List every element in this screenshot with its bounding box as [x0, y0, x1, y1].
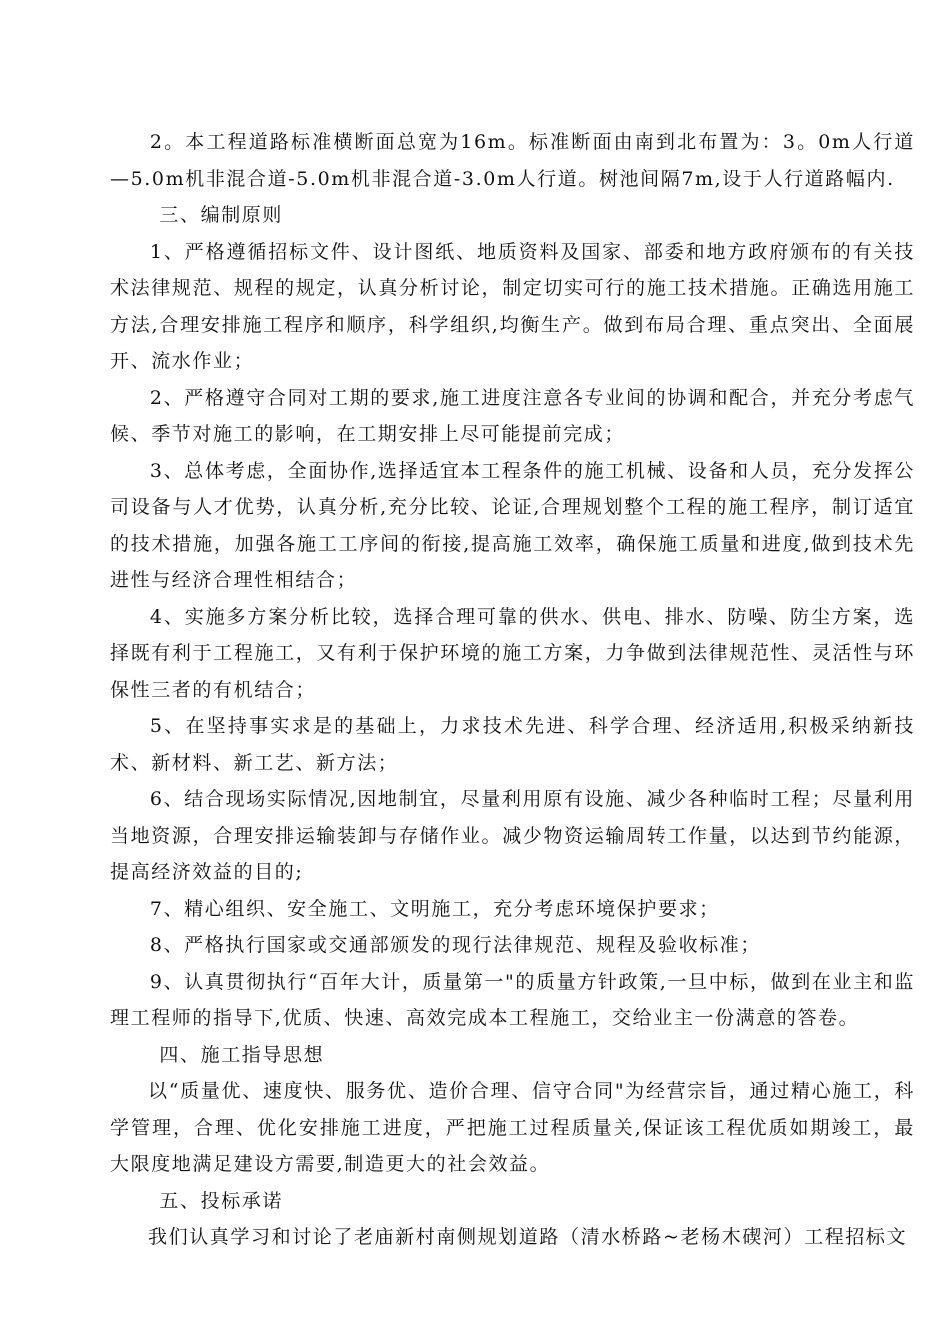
section-heading-bid-commitment: 五、投标承诺	[159, 1189, 283, 1212]
paragraph-principle-7: 7、精心组织、安全施工、文明施工，充分考虑环境保护要求；	[149, 897, 720, 920]
paragraph-road-cross-section: 2。本工程道路标准横断面总宽为16m。标准断面由南到北布置为：3。0m人行道—5.0m机非混合道-5.0m机非混合道-3.0m人行道。树池间隔7m,设于人行道路幅内.	[110, 131, 915, 190]
paragraph-principle-3: 3、总体考虑，全面协作,选择适宜本工程条件的施工机械、设备和人员，充分发挥公司设备与人才优势，认真分析,充分比较、论证,合理规划整个工程的施工程序，制订适宜的技术措施，加强各施工工序间的衔接,提高施工效率，确保施工质量和进度,做到技术先进性与经济合理性相结合；	[110, 459, 915, 591]
section-heading-compilation-principles: 三、编制原则	[159, 204, 283, 226]
paragraph-principle-8: 8、严格执行国家或交通部颁发的现行法律规范、规程及验收标准；	[149, 934, 761, 956]
paragraph-principle-9: 9、认真贯彻执行“百年大计，质量第一"的质量方针政策,一旦中标，做到在业主和监理工程师的指导下,优质、快速、高效完成本工程施工，交给业主一份满意的答卷。	[110, 970, 915, 1029]
paragraph-principle-2: 2、严格遵守合同对工期的要求,施工进度注意各专业间的协调和配合，并充分考虑气候、季节对施工的影响，在工期安排上尽可能提前完成；	[110, 386, 915, 445]
paragraph-principle-4: 4、实施多方案分析比较，选择合理可靠的供水、供电、排水、防噪、防尘方案，选择既有利于工程施工，又有利于保护环境的施工方案，力争做到法律规范性、灵活性与环保性三者的有机结合；	[110, 605, 915, 701]
paragraph-principle-1: 1、严格遵循招标文件、设计图纸、地质资料及国家、部委和地方政府颁布的有关技术法律规范、规程的规定，认真分析讨论，制定切实可行的施工技术措施。正确选用施工方法,合理安排施工程序和顺序，科学组织,均衡生产。做到布局合理、重点突出、全面展开、流水作业；	[110, 240, 915, 372]
section-heading-guiding-ideology: 四、施工指导思想	[159, 1043, 325, 1066]
paragraph-bid-commitment: 我们认真学习和讨论了老庙新村南侧规划道路（清水桥路~老杨木碶河）工程招标文	[148, 1226, 908, 1248]
paragraph-principle-6: 6、结合现场实际情况,因地制宜，尽量利用原有设施、减少各种临时工程；尽量利用当地资源，合理安排运输装卸与存储作业。减少物资运输周转工作量，以达到节约能源，提高经济效益的目的;	[110, 788, 915, 883]
paragraph-guiding-ideology: 以“质量优、速度快、服务优、造价合理、信守合同"为经营宗旨，通过精心施工，科学管理，合理、优化安排施工进度，严把施工过程质量关,保证该工程优质如期竣工，最大限度地满足建设方需要,制造更大的社会效益。	[110, 1080, 915, 1175]
document-body	[110, 124, 915, 1256]
paragraph-principle-5: 5、在坚持事实求是的基础上，力求技术先进、科学合理、经济适用,积极采纳新技术、新材料、新工艺、新方法；	[110, 715, 915, 774]
